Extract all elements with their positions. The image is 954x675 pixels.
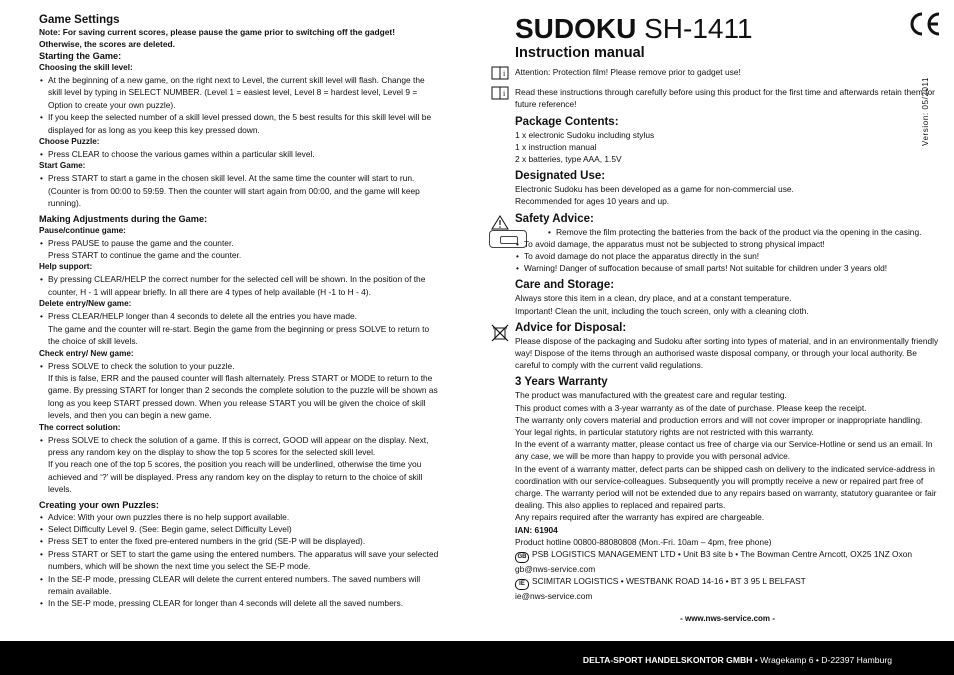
list-item: • By pressing CLEAR/HELP the correct number for the selected cell will be shown. In the position of the counter, H - 1 will appear briefly. In all there are 4 types of help available (H -1 to H - 4). <box>39 273 439 298</box>
help-heading: Help support: <box>39 262 93 272</box>
svg-text:i: i <box>503 89 506 99</box>
title-model: SH-1411 <box>644 13 753 44</box>
right-column <box>503 13 940 625</box>
warranty-text: This product comes with a 3-year warranty as of the date of purchase. Please keep the receipt. <box>515 402 867 413</box>
package-item: 1 x electronic Sudoku including stylus <box>515 129 655 140</box>
ie-email[interactable]: ie@nws-service.com <box>515 591 593 602</box>
delete-heading: Delete entry/New game: <box>39 299 132 309</box>
safety-list-first <box>515 226 940 238</box>
version-label: Version: 05/2011 <box>921 76 930 146</box>
designated-text: Electronic Sudoku has been developed as a game for non-commercial use. <box>515 184 794 195</box>
gb-address-text: PSB LOGISTICS MANAGEMENT LTD • Unit B3 site b • The Bowman Centre Arncott, OX25 1NZ Oxon <box>532 549 913 560</box>
list-item: • To avoid damage do not place the apparatus directly in the sun! <box>515 250 940 262</box>
package-heading: Package Contents: <box>515 115 619 128</box>
making-heading: Making Adjustments during the Game: <box>39 213 208 224</box>
list-item: • If you keep the selected number of a skill level pressed down, the 5 best results for this skill level will be displayed for as long as you keep this key pressed down. <box>39 111 439 136</box>
pause-list <box>39 237 439 249</box>
help-list <box>39 273 439 298</box>
pause-heading: Pause/continue game: <box>39 225 126 235</box>
choosing-heading: Choosing the skill level: <box>39 63 133 72</box>
list-item: • Press CLEAR to choose the various games within a particular skill level. <box>39 148 439 160</box>
note-text: Note: For saving current scores, please pause the game prior to switching off the gadget! Otherwise, the scores are deleted. <box>39 27 396 49</box>
package-item: 2 x batteries, type AAA, 1.5V <box>515 154 622 165</box>
left-column <box>39 13 439 610</box>
warning-icon <box>491 215 509 230</box>
start-game-heading: Start Game: <box>39 161 86 171</box>
choose-list <box>39 148 439 160</box>
check-list <box>39 360 439 372</box>
list-item: • Press CLEAR/HELP longer than 4 seconds to delete all the entries you have made. <box>39 310 439 322</box>
list-item: • Press SOLVE to check the solution to your puzzle. <box>39 360 439 372</box>
page-title <box>515 14 940 44</box>
ie-address-text: SCIMITAR LOGISTICS • WESTBANK ROAD 14-16 • BT 3 95 L BELFAST <box>532 576 806 587</box>
svg-text:i: i <box>503 69 506 78</box>
choose-puzzle-heading: Choose Puzzle: <box>39 137 100 147</box>
read-row <box>503 86 940 110</box>
warranty-text: In the event of a warranty matter, defect parts can be shipped cash on delivery to the indicated service-address in coordination with our service-colleagues. Subsequently you will promptly receive a new or repaired part free of charge. The warranty period will not be extended due to any repairs based on warranty, statutory guarantee or fair dealing. This also applies to replaced and repaired parts. <box>515 463 937 511</box>
list-item: • Press SET to enter the fixed pre-entered numbers in the grid (SE-P will be displayed). <box>39 535 439 547</box>
warranty-heading: 3 Years Warranty <box>515 376 608 389</box>
list-item: • Advice: With your own puzzles there is no help support available. <box>39 511 439 523</box>
list-item: • Warning! Danger of suffocation because of small parts! Not suitable for children under 3 years old! <box>515 262 940 274</box>
warranty-text: Any repairs required after the warranty has expired are chargeable. <box>515 512 765 523</box>
list-item: • Press START or SET to start the game using the entered numbers. The apparatus will save your selected numbers, which will be shown the next time you select the SE-P mode. <box>39 548 439 573</box>
pause-continuation: Press START to continue the game and the counter. <box>48 250 242 261</box>
title-brand: SUDOKU <box>515 13 637 44</box>
footer-text <box>583 655 892 665</box>
care-text: Always store this item in a clean, dry place, and at a constant temperature. <box>515 293 792 304</box>
list-item: • Press PAUSE to pause the game and the counter. <box>39 237 439 249</box>
gb-address <box>515 548 940 563</box>
gb-badge-icon: GB <box>515 552 529 563</box>
crossed-bin-icon <box>491 324 509 342</box>
read-text: Read these instructions through carefully before using this product for the first time and afterwards retain them for future reference! <box>515 87 935 110</box>
disposal-text: Please dispose of the packaging and Sudoku after sorting into types of material, and in an environmentally friendly way! Dispose of the items through an authorised waste disposal company, or through your local authority. Be careful to comply with the current valid regulations. <box>515 335 939 371</box>
footer-bar <box>0 641 954 675</box>
disposal-heading: Advice for Disposal: <box>515 321 627 334</box>
safety-heading-row <box>515 212 940 226</box>
choosing-list <box>39 74 439 136</box>
warranty-text: The warranty only covers material and production errors and will not cover improper or inappropriate handling. Your legal rights, in particular statutory rights are not restricted with this warranty. <box>515 414 923 438</box>
creating-heading: Creating your own Puzzles: <box>39 499 159 510</box>
ian-label: IAN: 61904 <box>515 524 558 535</box>
ie-badge-icon: IE <box>515 579 529 590</box>
warranty-text: In the event of a warranty matter, please contact us free of charge via our Service-Hotline or send us an email. In any case, we will be more than happy to provide you with personal advice. <box>515 439 933 462</box>
gb-email[interactable]: gb@nws-service.com <box>515 564 596 575</box>
website-link[interactable]: - www.nws-service.com - <box>680 613 775 623</box>
starting-heading: Starting the Game: <box>39 51 122 61</box>
footer-address: • Wragekamp 6 • D-22397 Hamburg <box>752 655 892 665</box>
start-list <box>39 172 439 209</box>
game-settings-heading: Game Settings <box>39 14 120 26</box>
warranty-text: The product was manufactured with the greatest care and regular testing. <box>515 390 787 401</box>
list-item: • Select Difficulty Level 9. (See: Begin game, select Difficulty Level) <box>39 523 439 535</box>
footer-company: DELTA-SPORT HANDELSKONTOR GMBH <box>582 655 753 665</box>
attention-text: Attention: Protection film! Please remove prior to gadget use! <box>515 67 741 77</box>
care-heading: Care and Storage: <box>515 279 615 292</box>
safety-first-row <box>515 226 940 238</box>
list-item: • In the SE-P mode, pressing CLEAR will delete the current entered numbers. The saved numbers will remain available. <box>39 573 439 598</box>
list-item: • To avoid damage, the apparatus must not be subjected to strong physical impact! <box>515 238 940 250</box>
list-item: • At the beginning of a new game, on the right next to Level, the current skill level will flash. Change the skill level by typing in SELECT NUMBER. (Level 1 = easiest level, Level 8 = hardest level, Level 9 = Option to create your own puzzle). <box>39 74 439 111</box>
list-item: • Press SOLVE to check the solution of a game. If this is correct, GOOD will appear on the display. Next, press any random key on the display to show the top 5 scores for the selected skill level. <box>39 434 439 459</box>
disposal-heading-row <box>515 321 940 335</box>
designated-heading: Designated Use: <box>515 170 606 183</box>
designated-text: Recommended for ages 10 years and up. <box>515 196 670 207</box>
list-item: • In the SE-P mode, pressing CLEAR for longer than 4 seconds will delete all the saved numbers. <box>39 597 439 609</box>
ie-address <box>515 575 940 590</box>
correct-continuation: If you reach one of the top 5 scores, the position you reach will be underlined, otherwise the time you achieved and ‘?’ will be displayed. Press any random key on the display to return to the choice of skill levels. <box>48 459 423 495</box>
care-text: Important! Clean the unit, including the touch screen, only with a cleaning cloth. <box>515 305 809 316</box>
attention-row <box>503 66 940 78</box>
check-heading: Check entry/ New game: <box>39 348 134 358</box>
correct-list <box>39 434 439 459</box>
delete-list <box>39 310 439 322</box>
book-icon <box>491 86 509 100</box>
safety-heading: Safety Advice: <box>515 212 594 225</box>
safety-list <box>515 238 940 275</box>
check-continuation: If this is false, ERR and the paused counter will flash alternately. Press START or MODE to return to the game. By pressing START for longer than 2 seconds the complete solution to the puzzle will be shown as long as you keep START pressed down. When you release START you will be given the choice of skill levels, and then you can begin a new game. <box>48 372 438 421</box>
book-icon <box>491 66 509 80</box>
hotline-text: Product hotline 00800-88080808 (Mon.-Fri. 10am – 4pm, free phone) <box>515 536 772 547</box>
list-item: • Remove the film protecting the batteries from the back of the product via the opening in the casing. <box>547 226 940 238</box>
package-item: 1 x instruction manual <box>515 141 597 152</box>
creating-list <box>39 511 439 610</box>
delete-continuation: The game and the counter will re-start. Begin the game from the beginning or press SOLVE to return to the choice of skill levels. <box>48 323 430 347</box>
correct-heading: The correct solution: <box>39 422 121 432</box>
list-item: • Press START to start a game in the chosen skill level. At the same time the counter will start to run. (Counter is from 00:00 to 59:59. Then the counter will start again from 00:00, and the game will keep running). <box>39 172 439 209</box>
subtitle: Instruction manual <box>515 45 645 61</box>
